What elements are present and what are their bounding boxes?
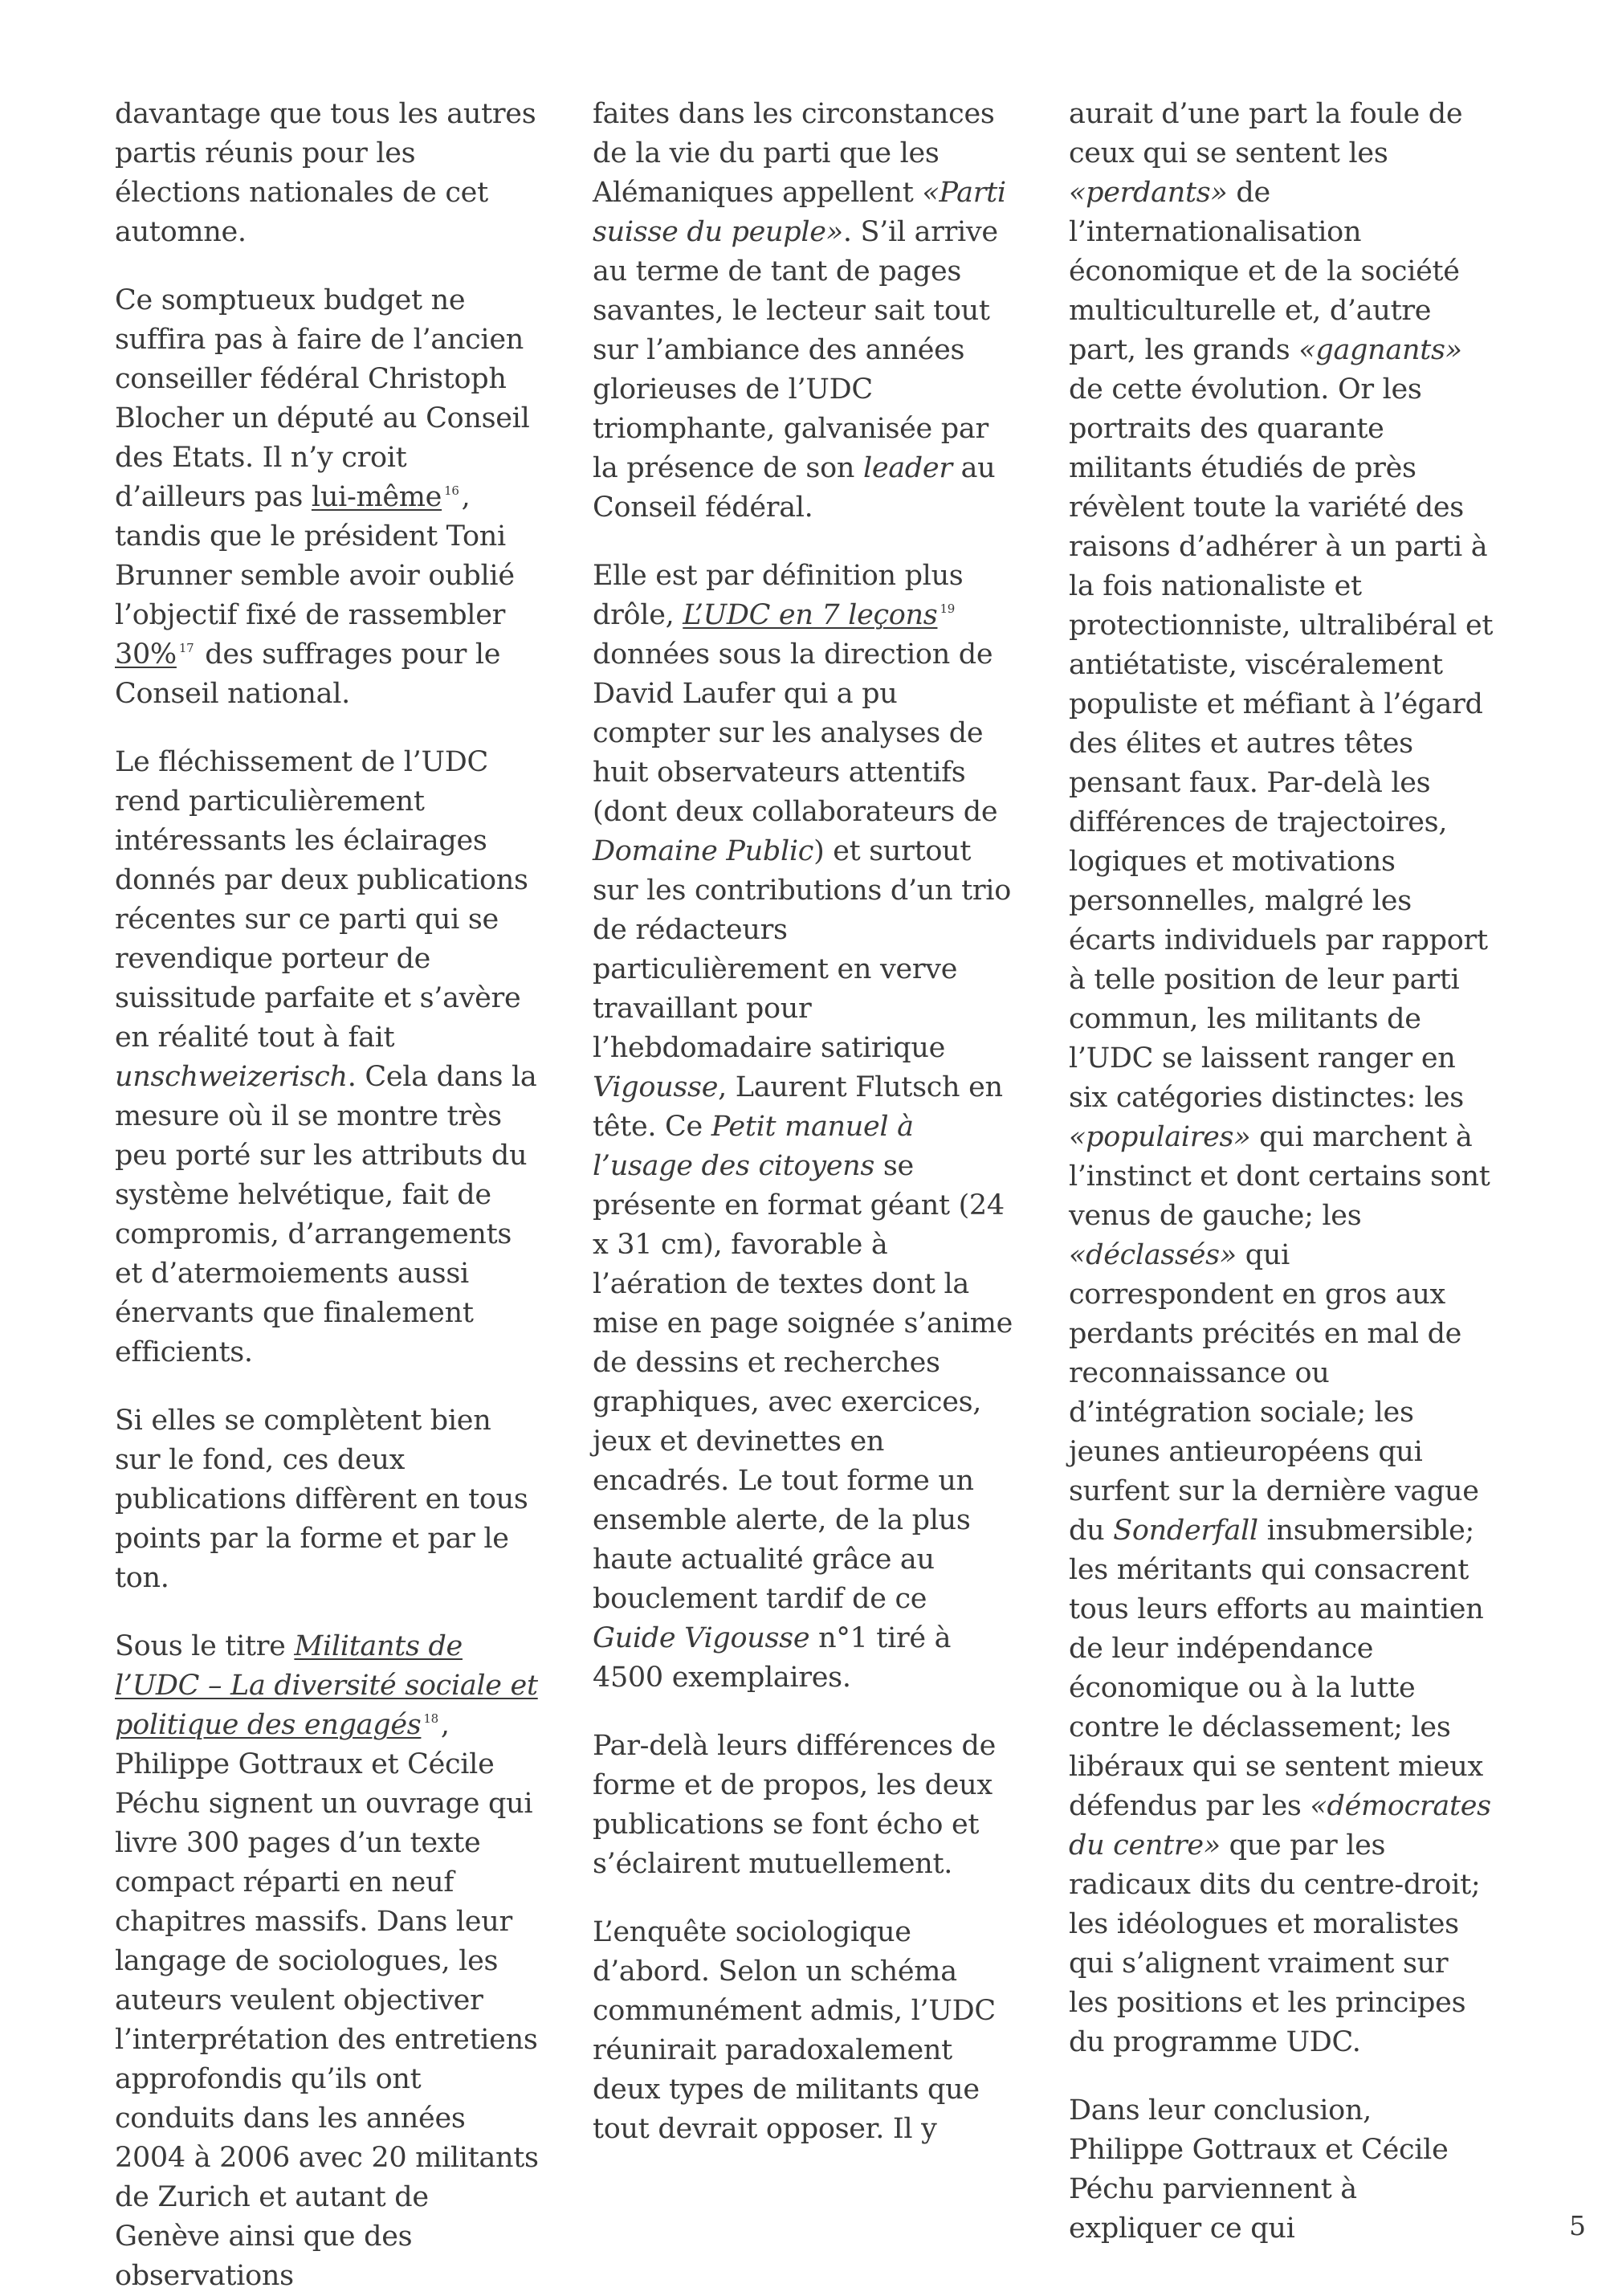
paragraph: Par-delà leurs différences de forme et de propos, les deux publications se font écho et s’éclairent mutuellement. <box>593 1730 996 1880</box>
footnote-ref-16[interactable]: 16 <box>444 483 459 498</box>
footnote-ref-17[interactable]: 17 <box>178 641 194 655</box>
page-number: 5 <box>1569 2210 1586 2241</box>
text-column-2 <box>593 95 1018 2149</box>
text-column-1 <box>115 95 540 2296</box>
paragraph: Dans leur conclusion, Philippe Gottraux et Cécile Péchu parviennent à expliquer ce qui <box>1069 2094 1449 2245</box>
paragraph: L’enquête sociologique d’abord. Selon un schéma communément admis, l’UDC réunirait paradoxalement deux types de militants que tout devrait opposer. Il y <box>593 1916 996 2145</box>
text-column-3 <box>1069 95 1494 2249</box>
book-link-udc-7-lecons[interactable]: L’UDC en 7 leçons <box>683 599 938 631</box>
paragraph: Si elles se complètent bien sur le fond, ces deux publications diffèrent en tous points par la forme et par le ton. <box>115 1405 528 1594</box>
paragraph: Elle est par définition plus drôle, L’UDC en 7 leçons $^{19}$ données sous la direction de David Laufer qui a pu compter sur les analyses de huit observateurs attentifs (dont deux collaborateurs de Domaine Public) et surtout sur les contributions d’un trio de rédacteurs particulièrement en verve travaillant pour l’hebdomadaire satirique Vigousse, Laurent Flutsch en tête. Ce Petit manuel à l’usage des citoyens se présente en format géant (24 x 31 cm), favorable à l’aération de textes dont la mise en page soignée s’anime de dessins et recherches graphiques, avec exercices, jeux et devinettes en encadrés. Le tout forme un ensemble alerte, de la plus haute actualité grâce au bouclement tardif de ce Guide Vigousse n°1 tiré à 4500 exemplaires. <box>593 560 1013 1694</box>
footnote-link-lui-meme[interactable]: lui-même <box>311 481 442 513</box>
book-link-militants-udc[interactable]: Militants de l’UDC – La diversité sociale et politique des engagés <box>115 1630 538 1741</box>
footnote-ref-18[interactable]: 18 <box>423 1711 438 1726</box>
footnote-link-30-percent[interactable]: 30% <box>115 638 177 671</box>
paragraph: faites dans les circonstances de la vie du parti que les Alémaniques appellent «Parti suisse du peuple». S’il arrive au terme de tant de pages savantes, le lecteur sait tout sur l’ambiance des années glorieuses de l’UDC triomphante, galvanisée par la présence de son leader au Conseil fédéral. <box>593 98 1006 524</box>
paragraph: aurait d’une part la foule de ceux qui se sentent les «perdants» de l’internationalisation économique et de la société multiculturelle et, d’autre part, les grands «gagnants» de cette évolution. Or les portraits des quarante militants étudiés de près révèlent toute la variété des raisons d’adhérer à un parti à la fois nationaliste et protectionniste, ultralibéral et antiétatiste, viscéralement populiste et méfiant à l’égard des élites et autres têtes pensant faux. Par-delà les différences de trajectoires, logiques et motivations personnelles, malgré les écarts individuels par rapport à telle position de leur parti commun, les militants de l’UDC se laissent ranger en six catégories distinctes: les «populaires» qui marchent à l’instinct et dont certains sont venus de gauche; les «déclassés» qui correspondent en gros aux perdants précités en mal de reconnaissance ou d’intégration sociale; les jeunes antieuropéens qui surfent sur la dernière vague du Sonderfall insubmersible; les méritants qui consacrent tous leurs efforts au maintien de leur indépendance économique ou à la lutte contre le déclassement; les libéraux qui se sentent mieux défendus par les «démocrates du centre» que par les radicaux dits du centre-droit; les idéologues et moralistes qui s’alignent vraiment sur les positions et les principes du programme UDC. <box>1069 98 1494 2058</box>
footnote-ref-19[interactable]: 19 <box>940 602 955 616</box>
paragraph: davantage que tous les autres partis réunis pour les élections nationales de cet automne. <box>115 98 536 248</box>
paragraph: Sous le titre Militants de l’UDC – La diversité sociale et politique des engagés $^{18}$, Philippe Gottraux et Cécile Péchu signent un ouvrage qui livre 300 pages d’un texte compact réparti en neuf chapitres massifs. Dans leur langage de sociologues, les auteurs veulent objectiver l’interprétation des entretiens approfondis qu’ils ont conduits dans les années 2004 à 2006 avec 20 militants de Zurich et autant de Genève ainsi que des observations <box>115 1630 539 2292</box>
paragraph: Le fléchissement de l’UDC rend particulièrement intéressants les éclairages donnés par deux publications récentes sur ce parti qui se revendique porteur de suissitude parfaite et s’avère en réalité tout à fait unschweizerisch. Cela dans la mesure où il se montre très peu porté sur les attributs du système helvétique, fait de compromis, d’arrangements et d’atermoiements aussi énervants que finalement efficients. <box>115 746 537 1368</box>
paragraph: Ce somptueux budget ne suffira pas à faire de l’ancien conseiller fédéral Christoph Blocher un député au Conseil des Etats. Il n’y croit d’ailleurs pas lui-même $^{16}$, tandis que le président Toni Brunner semble avoir oublié l’objectif fixé de rassembler 30% $^{17}$ des suffrages pour le Conseil national. <box>115 284 530 710</box>
